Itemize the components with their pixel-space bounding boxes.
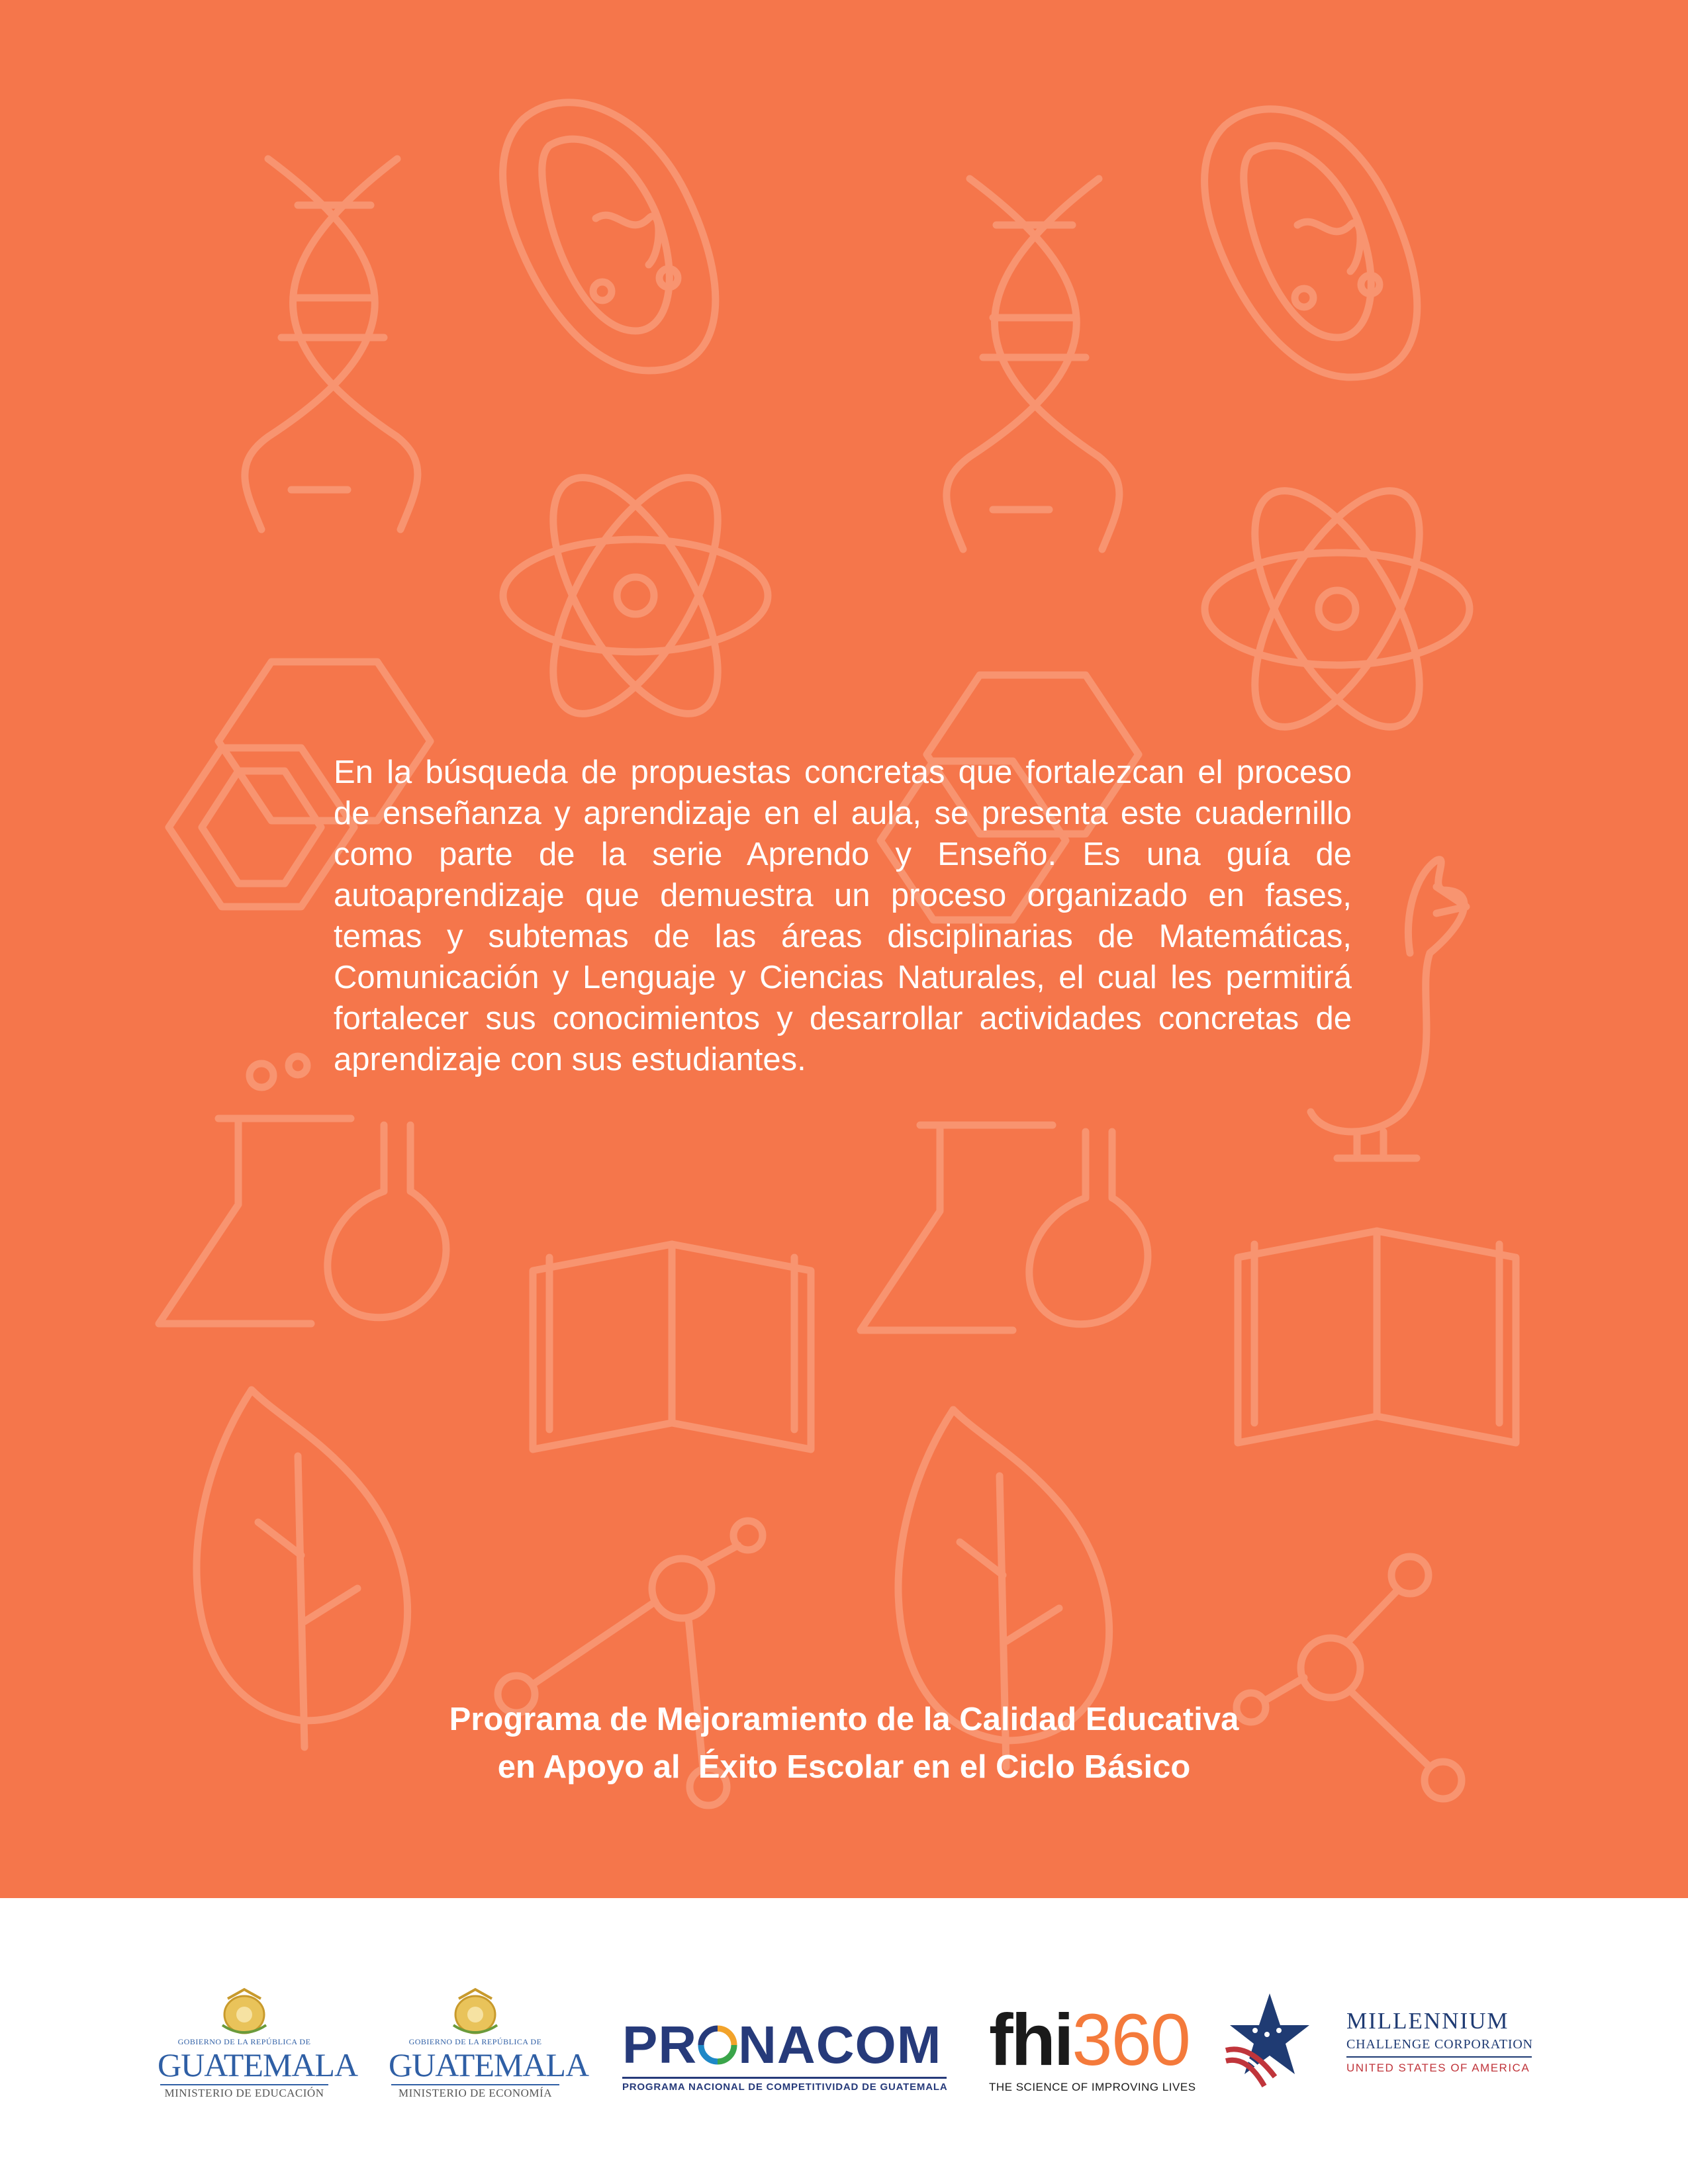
mcc-country: UNITED STATES OF AMERICA [1346, 2062, 1530, 2074]
pronacom-logo [622, 2017, 947, 2093]
program-title [0, 1696, 1688, 1791]
mineduc-logo [158, 1985, 358, 2100]
mcc-text-block [1346, 2008, 1532, 2075]
mineduc-guatemala-name: GUATEMALA [158, 2046, 358, 2083]
flask-icon [159, 1056, 446, 1324]
mineco-logo [389, 1985, 589, 2100]
leaf-icon [197, 1390, 408, 1747]
mineco-ministry-label: MINISTERIO DE ECONOMÍA [399, 2087, 552, 2099]
pronacom-swirl-icon [697, 2020, 738, 2061]
pronacom-divider [622, 2077, 947, 2079]
mcc-divider [1346, 2056, 1532, 2058]
pronacom-wordmark [622, 2017, 947, 2073]
dna-icon [947, 179, 1119, 549]
fhi360-wordmark [989, 1999, 1190, 2081]
program-title-line2: en Apoyo al Éxito Escolar en el Ciclo Básico [497, 1749, 1191, 1785]
book-icon [533, 1244, 811, 1449]
pronacom-name-start: PR [622, 2015, 698, 2074]
guatemala-coat-of-arms-icon [445, 1985, 505, 2037]
cell-icon [503, 103, 716, 371]
pronacom-name-end: NACOM [738, 2015, 942, 2074]
mineco-divider [391, 2084, 559, 2085]
sponsor-logos-bar [0, 1898, 1688, 2184]
mcc-logo [1223, 1991, 1534, 2090]
mcc-subtitle: CHALLENGE CORPORATION [1346, 2037, 1533, 2052]
mineco-government-label: GOBIERNO DE LA REPÚBLICA DE [408, 2037, 542, 2046]
dna-icon [245, 159, 418, 529]
cover-description: En la búsqueda de propuestas concretas que fortalezcan el proceso de enseñanza y aprendizaje en el aula, se presenta este cuadernillo como parte de la serie Aprendo y Enseño. Es una guía de autoaprendizaje que demuestra un proceso organizado en fases, temas y subtemas de las áreas disciplinarias de Matemáticas, Comunicación y Lenguaje y Ciencias Naturales, el cual les permitirá fortalecer sus conocimientos y desarrollar actividades concretas de aprendizaje con sus estudiantes. [334, 754, 1352, 1077]
program-title-line1: Programa de Mejoramiento de la Calidad Educativa [449, 1702, 1239, 1737]
pronacom-subtitle: PROGRAMA NACIONAL DE COMPETITIVIDAD DE GUATEMALA [622, 2081, 948, 2093]
mcc-star-flag-icon [1223, 1991, 1309, 2090]
mineduc-ministry-label: MINISTERIO DE EDUCACIÓN [164, 2087, 324, 2099]
book-icon [1238, 1231, 1516, 1443]
cell-icon [1205, 109, 1417, 377]
flask-icon [861, 1125, 1148, 1330]
guatemala-coat-of-arms-icon [214, 1985, 274, 2037]
mineduc-divider [160, 2084, 328, 2085]
mcc-title: MILLENNIUM [1346, 2008, 1509, 2034]
mineduc-government-label: GOBIERNO DE LA REPÚBLICA DE [177, 2037, 311, 2046]
atom-icon [503, 453, 768, 738]
mineco-guatemala-name: GUATEMALA [389, 2046, 589, 2083]
atom-icon [1205, 466, 1470, 751]
fhi360-logo [989, 1999, 1196, 2094]
fhi360-number: 360 [1072, 1999, 1190, 2081]
fhi360-name: fhi [989, 1999, 1072, 2081]
fhi360-tagline: THE SCIENCE OF IMPROVING LIVES [989, 2081, 1196, 2093]
